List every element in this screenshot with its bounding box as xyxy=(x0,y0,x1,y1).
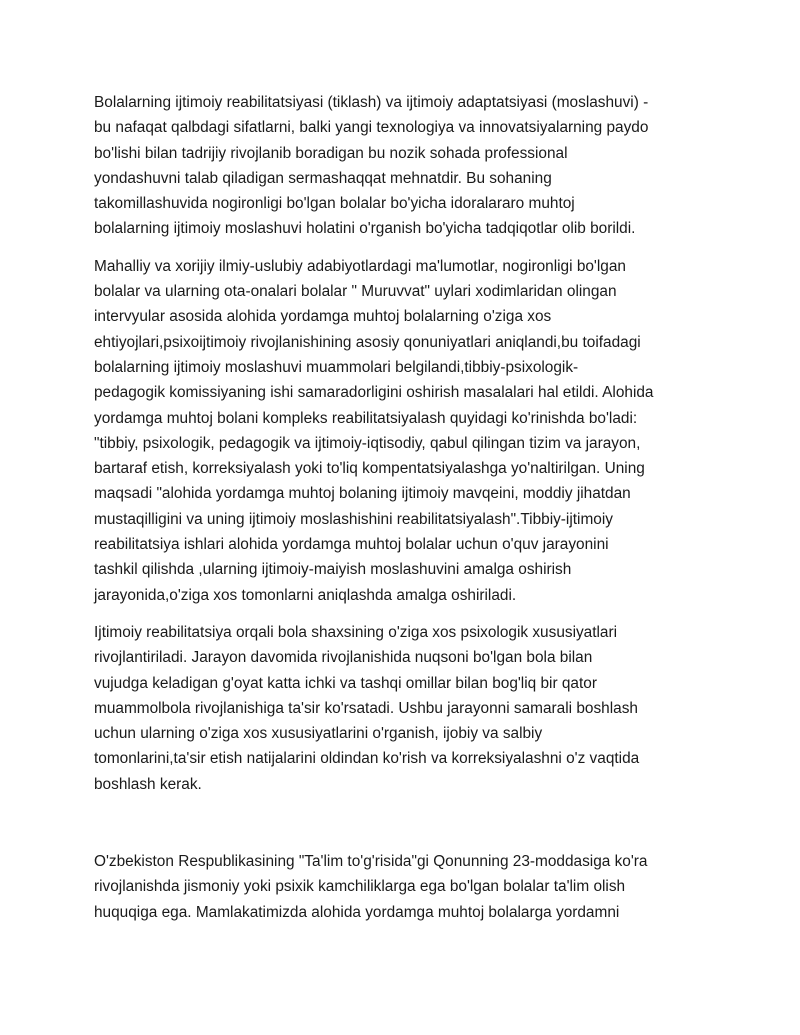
text-line: ehtiyojlari,psixoijtimoiy rivojlanishining asosiy qonuniyatlari aniqlandi,bu toifadagi xyxy=(94,333,641,351)
text-line: pedagogik komissiyaning ishi samaradorligini oshirish masalalari hal etildi. Alohida xyxy=(94,384,654,402)
text-line: tomonlarini,ta'sir etish natijalarini oldindan ko'rish va korreksiyalashni o'z vaqtida xyxy=(94,750,640,768)
text-line: jarayonida,o'ziga xos tomonlarni aniqlashda amalga oshiriladi. xyxy=(94,586,517,604)
text-line: Ijtimoiy reabilitatsiya orqali bola shaxsining o'ziga xos psixologik xususiyatlari xyxy=(94,623,618,641)
text-line: uchun ularning o'ziga xos xususiyatlarini o'rganish, ijobiy va salbiy xyxy=(94,725,543,743)
text-line: bolalarning ijtimoiy moslashuvi muammolari belgilandi,tibbiy-psixologik- xyxy=(94,358,579,376)
text-line: Bolalarning ijtimoiy reabilitatsiyasi (tiklash) va ijtimoiy adaptatsiyasi (moslashuvi) - xyxy=(94,94,649,111)
text-line: rivojlantiriladi. Jarayon davomida rivojlanishida nuqsoni bo'lgan bola bilan xyxy=(94,649,593,667)
text-line: yordamga muhtoj bolani kompleks reabilitatsiyalash quyidagi ko'rinishda bo'ladi: xyxy=(94,409,638,427)
text-line: Mahalliy va xorijiy ilmiy-uslubiy adabiyotlardagi ma'lumotlar, nogironligi bo'lgan xyxy=(94,257,626,275)
text-line: intervyular asosida alohida yordamga muhtoj bolalarning o'ziga xos xyxy=(94,308,552,326)
text-line: yondashuvni talab qiladigan sermashaqqat mehnatdir. Bu sohaning xyxy=(94,169,552,187)
text-line: maqsadi "alohida yordamga muhtoj bolaning ijtimoiy mavqeini, moddiy jihatdan xyxy=(94,485,631,503)
paragraph-4 xyxy=(94,849,722,925)
text-line: bolalar va ularning ota-onalari bolalar " Muruvvat" uylari xodimlaridan olingan xyxy=(94,283,617,301)
paragraph-3 xyxy=(94,620,722,797)
paragraph-spacer xyxy=(94,809,722,849)
text-line: takomillashuvida nogironligi bo'lgan bolalar bo'yicha idoralararo muhtoj xyxy=(94,195,575,213)
text-line: bo'lishi bilan tadrijiy rivojlanib boradigan bu nozik sohada professional xyxy=(94,144,568,162)
text-line: boshlash kerak. xyxy=(94,775,202,793)
text-line: bartaraf etish, korreksiyalash yoki to'liq kompentatsiyalashga yo'naltirilgan. Uning xyxy=(94,460,645,478)
text-line: muammolbola rivojlanishiga ta'sir ko'rsatadi. Ushbu jarayonni samarali boshlash xyxy=(94,699,638,717)
text-line: "tibbiy, psixologik, pedagogik va ijtimoiy-iqtisodiy, qabul qilingan tizim va jarayon, xyxy=(94,434,641,452)
text-line: reabilitatsiya ishlari alohida yordamga muhtoj bolalar uchun o'quv jarayonini xyxy=(94,536,609,554)
text-line: rivojlanishda jismoniy yoki psixik kamchiliklarga ega bo'lgan bolalar ta'lim olish xyxy=(94,878,626,896)
text-line: tashkil qilishda ,ularning ijtimoiy-maiyish moslashuvini amalga oshirish xyxy=(94,561,572,579)
text-line: vujudga keladigan g'oyat katta ichki va tashqi omillar bilan bog'liq bir qator xyxy=(94,674,597,692)
paragraph-1 xyxy=(94,90,722,242)
text-line: O'zbekiston Respublikasining "Ta'lim to'g'risida"gi Qonunning 23-moddasiga ko'ra xyxy=(94,853,648,871)
text-line: bu nafaqat qalbdagi sifatlarni, balki yangi texnologiya va innovatsiyalarning paydo xyxy=(94,119,649,137)
text-line: bolalarning ijtimoiy moslashuvi holatini o'rganish bo'yicha tadqiqotlar olib borildi. xyxy=(94,220,636,238)
document-page xyxy=(94,90,722,937)
text-line: mustaqilligini va uning ijtimoiy moslashishini reabilitatsiyalash".Tibbiy-ijtimoiy xyxy=(94,510,613,528)
paragraph-2 xyxy=(94,254,722,608)
text-line: huquqiga ega. Mamlakatimizda alohida yordamga muhtoj bolalarga yordamni xyxy=(94,903,620,921)
